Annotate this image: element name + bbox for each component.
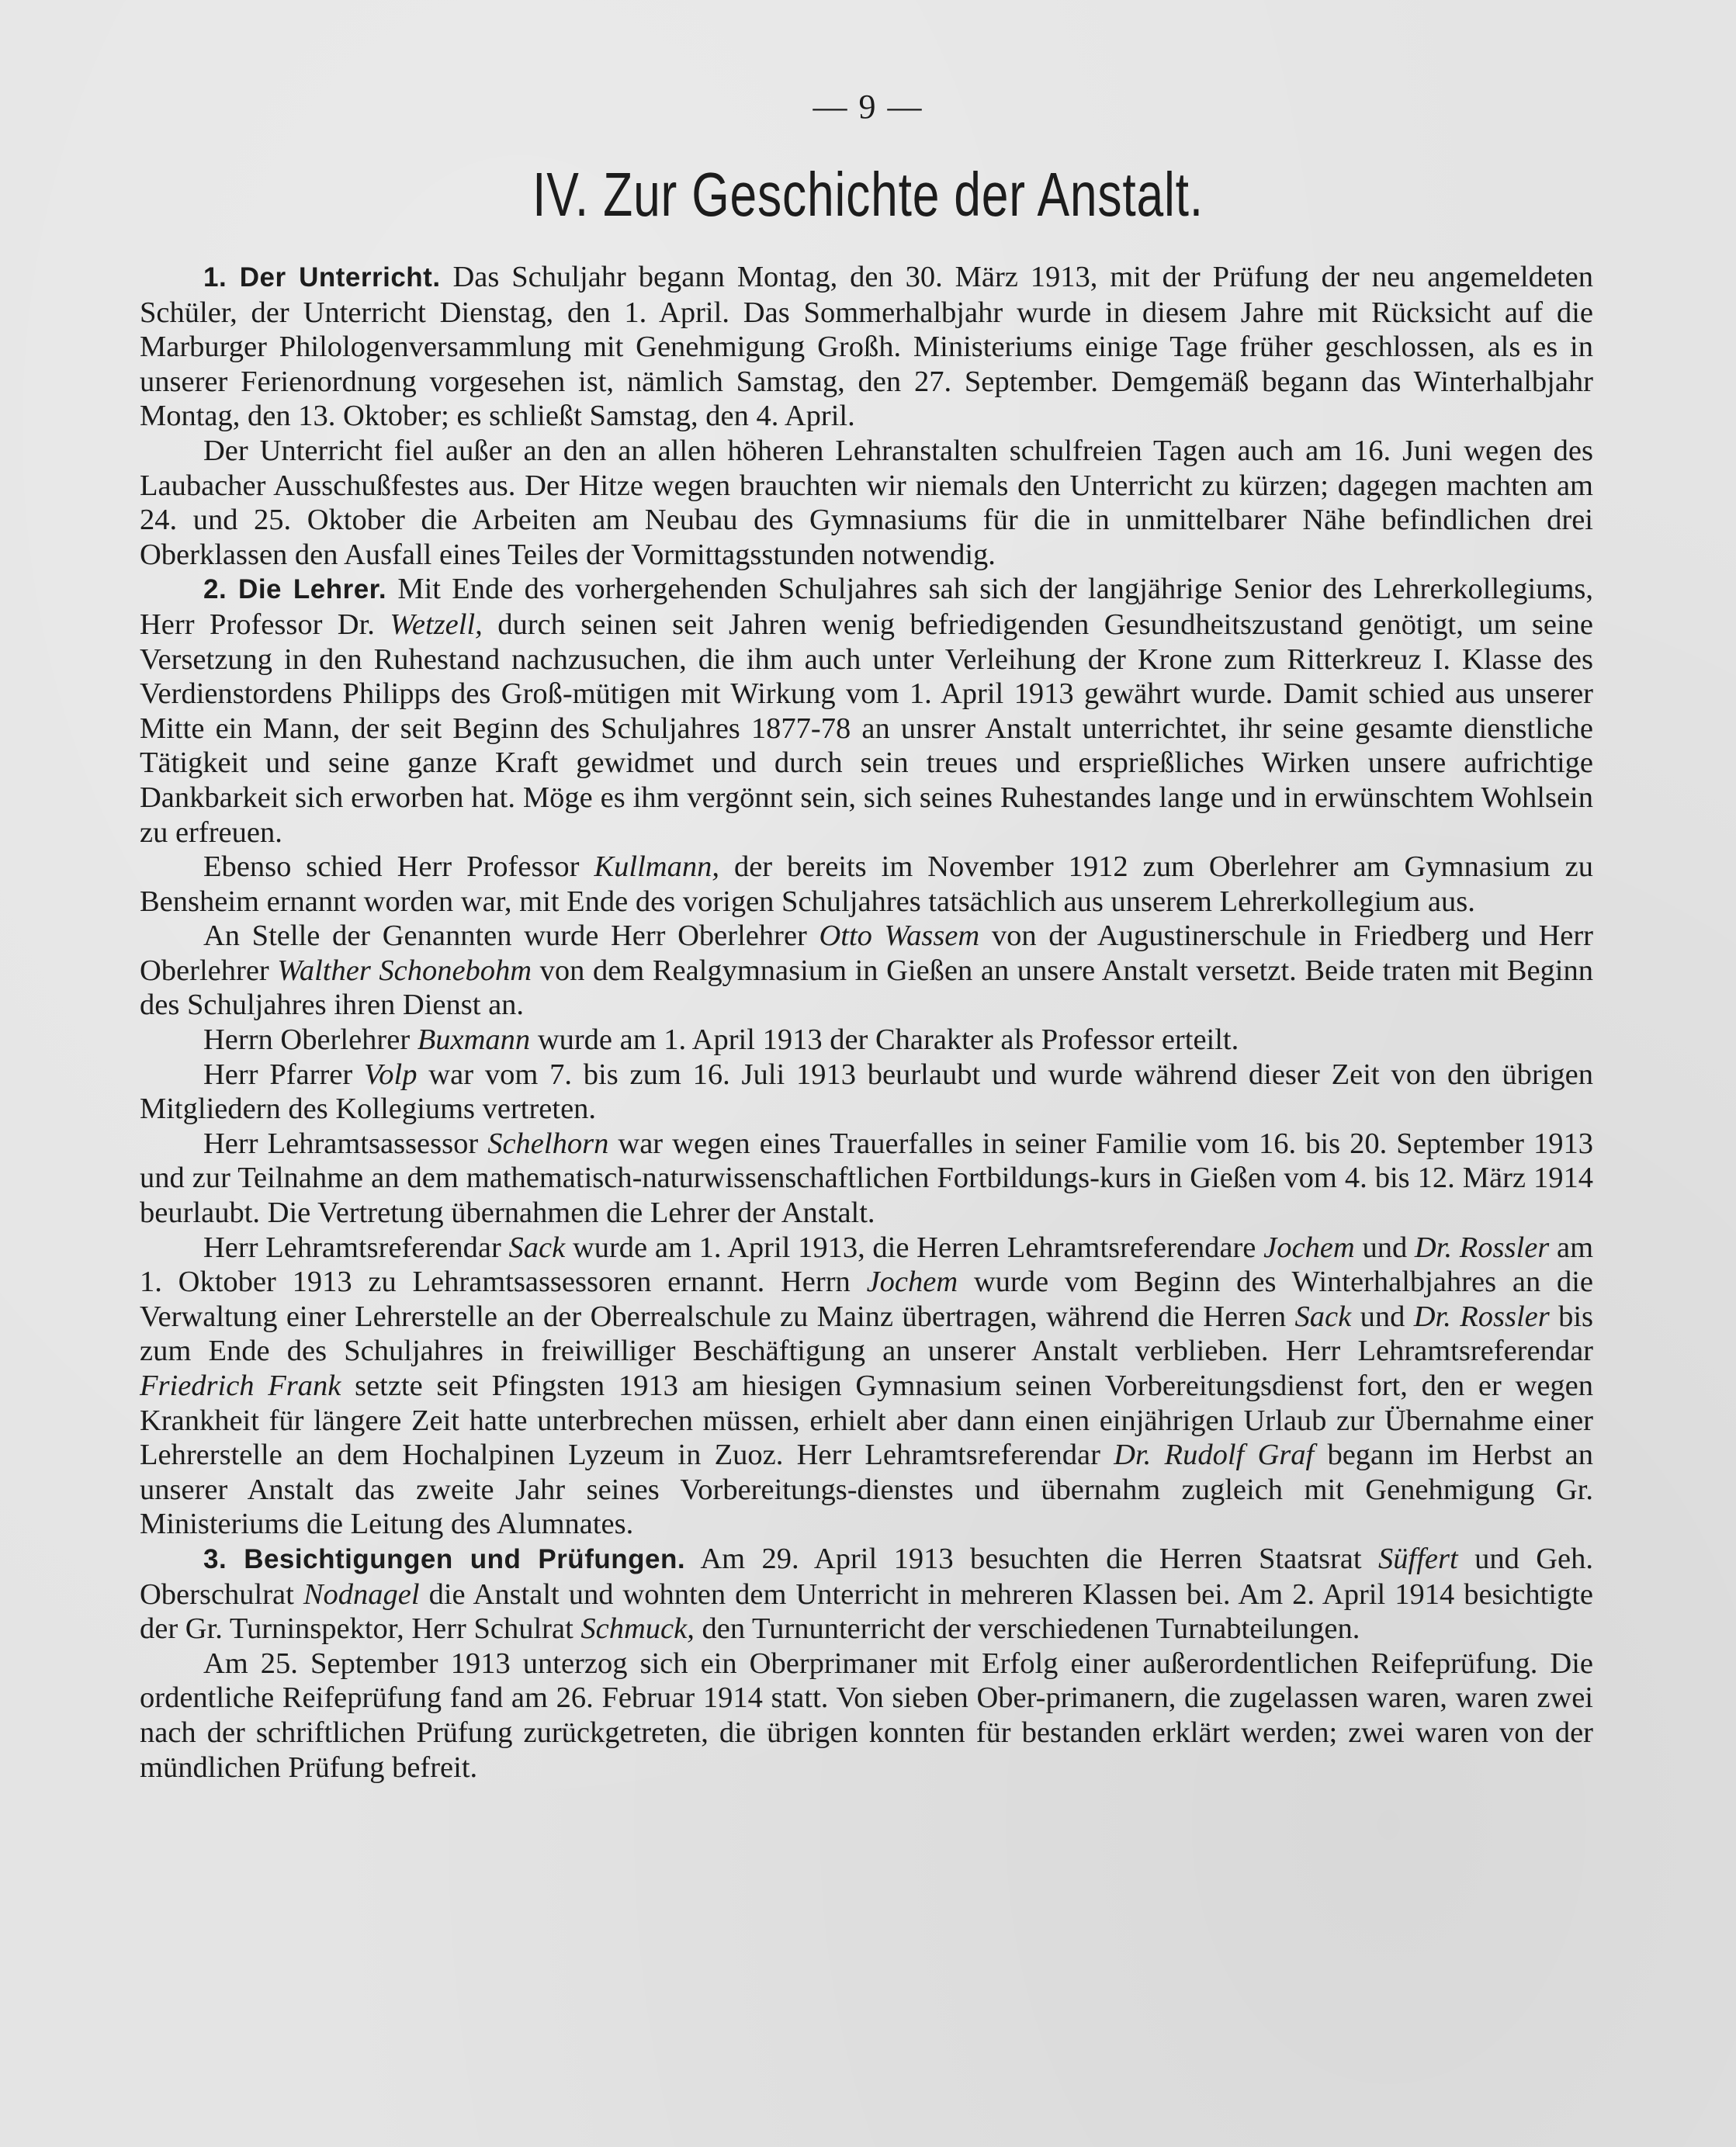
paragraph-text: war wegen eines Trauerfalles in seiner Familie vom 16. bis 20. September 1913 und zur Teilnahme an dem mathematisch-naturwissenschaftlichen Fortbildungs-kurs in Gießen vom 4. bis 12. März 1914 beurlaubt. Die Vertretung übernahmen die Lehrer der Anstalt. <box>140 1127 1593 1230</box>
person-name: Jochem <box>866 1266 958 1299</box>
paragraph-text: den Turnunterricht der verschiedenen Turnabteilungen. <box>702 1612 1360 1646</box>
chapter-title: IV. Zur Geschichte der Anstalt. <box>532 160 1204 229</box>
paragraph-text: Mit Ende des vorhergehenden Schuljahres sah sich der langjährige Senior des Lehrerkollegiums, Herr Professor Dr. <box>140 573 1593 641</box>
paragraph-unterricht-2: Der Unterricht fiel außer an den an allen höheren Lehranstalten schulfreien Tagen auch am 16. Juni wegen des Laubacher Ausschußfestes aus. Der Hitze wegen brauchten wir niemals den Unterricht zu kürzen; dagegen machten am 24. und 25. Oktober die Arbeiten am Neubau des Gymnasiums für die in unmittelbarer Nähe befindlichen drei Oberklassen den Ausfall eines Teiles der Vormittagsstunden notwendig. <box>140 434 1593 571</box>
person-name: Schmuck, <box>580 1612 695 1646</box>
paragraph-text: wurde am 1. April 1913 der Charakter als Professor erteilt. <box>537 1023 1239 1057</box>
person-name: Friedrich Frank <box>140 1370 341 1402</box>
paragraph-lehrer-7 <box>140 1231 1593 1542</box>
person-name: Kullmann, <box>594 850 719 884</box>
paragraph-text: bis zum Ende des Schuljahres in freiwilliger Beschäftigung an unserer Anstalt verblieben. Herr Lehramtsreferendar <box>140 1300 1594 1368</box>
person-name: Sack <box>508 1231 566 1264</box>
paragraph-text: begann im Herbst an unserer Anstalt das zweite Jahr seines Vorbereitungs-dienstes und übernahm zugleich mit Genehmigung Gr. Ministeriums die Leitung des Alumnates. <box>140 1439 1593 1541</box>
person-name: Otto Wassem <box>819 919 980 953</box>
paragraph-lehrer-3 <box>140 919 1593 1023</box>
person-name: Sack <box>1294 1300 1352 1333</box>
paragraph-text: und Geh. Oberschulrat <box>140 1542 1593 1611</box>
paragraph-text: Herr Lehramtsreferendar <box>203 1231 501 1264</box>
person-name: Wetzell, <box>390 608 483 641</box>
person-name: Walther Schonebohm <box>277 954 532 987</box>
paragraph-text: An Stelle der Genannten wurde Herr Oberlehrer <box>203 919 807 953</box>
paragraph-text: Ebenso schied Herr Professor <box>203 850 580 884</box>
paragraph-lehrer-6 <box>140 1127 1593 1231</box>
section-heading-unterricht: 1. Der Unterricht. <box>203 262 441 293</box>
paragraph-text: Am 29. April 1913 besuchten die Herren Staatsrat <box>700 1542 1362 1575</box>
person-name: Dr. Rossler <box>1413 1300 1550 1333</box>
paragraph-text: wurde am 1. April 1913, die Herren Lehramtsreferendare <box>572 1231 1256 1264</box>
paragraph-text: Herr Lehramtsassessor <box>203 1127 479 1160</box>
paragraph-text: war vom 7. bis zum 16. Juli 1913 beurlaubt und wurde während dieser Zeit von den übrigen Mitgliedern des Kollegiums vertreten. <box>140 1058 1594 1126</box>
section-heading-lehrer: 2. Die Lehrer. <box>203 574 387 605</box>
paragraph-text: Herrn Oberlehrer <box>203 1023 411 1057</box>
paragraph-lehrer-2 <box>140 850 1593 919</box>
paragraph-pruefungen-2: Am 25. September 1913 unterzog sich ein Oberprimaner mit Erfolg einer außerordentlichen Reifeprüfung. Die ordentliche Reifeprüfung fand am 26. Februar 1914 statt. Von sieben Ober-primanern, die zugelassen waren, waren zwei nach der schriftlichen Prüfung zurückgetreten, die übrigen konnten für bestanden erklärt werden; zwei waren von der mündlichen Prüfung befreit. <box>140 1647 1593 1784</box>
paragraph-pruefungen-1 <box>140 1542 1593 1647</box>
paragraph-text: die Anstalt und wohnten dem Unterricht in mehreren Klassen bei. Am 2. April 1914 besichtigte der Gr. Turninspektor, Herr Schulrat <box>140 1577 1593 1646</box>
paragraph-lehrer-5 <box>140 1058 1593 1127</box>
paragraph-text: setzte seit Pfingsten 1913 am hiesigen Gymnasium seinen Vorbereitungsdienst fort, den er wegen Krankheit für längere Zeit hatte unterbrechen müssen, erhielt aber dann einen einjährigen Urlaub zur Übernahme einer Lehrerstelle an dem Hochalpinen Lyzeum in Zuoz. Herr Lehramtsreferendar <box>140 1370 1594 1472</box>
paragraph-lehrer-1 <box>140 572 1593 850</box>
person-name: Dr. Rossler <box>1414 1231 1550 1264</box>
body-text <box>140 260 1593 1785</box>
person-name: Nodnagel <box>303 1577 420 1611</box>
person-name: Süffert <box>1378 1542 1458 1575</box>
paragraph-text: wurde vom Beginn des Winterhalbjahres an die Verwaltung einer Lehrerstelle an der Oberrealschule zu Mainz übertragen, während die Herren <box>140 1266 1593 1333</box>
paragraph-text: Herr Pfarrer <box>203 1058 353 1091</box>
paragraph-text: und <box>1362 1231 1408 1264</box>
person-name: Jochem <box>1263 1231 1355 1264</box>
paragraph-text: von der Augustinerschule in Friedberg und Herr Oberlehrer <box>140 919 1593 987</box>
section-heading-pruefungen: 3. Besichtigungen und Prüfungen. <box>203 1543 686 1574</box>
person-name: Schelhorn <box>487 1127 609 1160</box>
person-name: Buxmann <box>417 1023 531 1057</box>
person-name: Volp <box>364 1058 418 1091</box>
paragraph-text: Das Schuljahr begann Montag, den 30. März 1913, mit der Prüfung der neu angemeldeten Schüler, der Unterricht Dienstag, den 1. April. Das Sommerhalbjahr wurde in diesem Jahre mit Rücksicht auf die Marburger Philologenversammlung mit Genehmigung Großh. Ministeriums einige Tage früher geschlossen, als es in unserer Ferienordnung vorgesehen ist, nämlich Samstag, den 27. September. Demgemäß begann das Winterhalbjahr Montag, den 13. Oktober; es schließt Samstag, den 4. April. <box>140 261 1593 433</box>
paragraph-lehrer-4 <box>140 1023 1593 1058</box>
page-number: — 9 — <box>813 88 923 126</box>
paragraph-text: und <box>1360 1300 1405 1333</box>
paragraph-text: der bereits im November 1912 zum Oberlehrer am Gymnasium zu Bensheim ernannt worden war, mit Ende des vorigen Schuljahres tatsächlich aus unserem Lehrerkollegium aus. <box>140 850 1594 918</box>
person-name: Dr. Rudolf Graf <box>1114 1439 1315 1472</box>
paragraph-text: am 1. Oktober 1913 zu Lehramtsassessoren ernannt. Herrn <box>140 1231 1594 1299</box>
paragraph-text: durch seinen seit Jahren wenig befriedigenden Gesundheitszustand genötigt, um seine Versetzung in den Ruhestand nachzusuchen, die ihm auch unter Verleihung der Krone zum Ritterkreuz I. Klasse des Verdienstordens Philipps des Groß-mütigen mit Wirkung vom 1. April 1913 gewährt wurde. Damit schied aus unserer Mitte ein Mann, der seit Beginn des Schuljahres 1877-78 an unsrer Anstalt unterrichtet, ihr seine gesamte dienstliche Tätigkeit und seine ganze Kraft gewidmet und durch sein treues und ersprießliches Wirken unsere aufrichtige Dankbarkeit sich erworben hat. Möge es ihm vergönnt sein, sich seines Ruhestandes lange und in erwünschtem Wohlsein zu erfreuen. <box>140 608 1594 849</box>
paragraph-text: von dem Realgymnasium in Gießen an unsere Anstalt versetzt. Beide traten mit Beginn des Schuljahres ihren Dienst an. <box>140 954 1594 1022</box>
paragraph-unterricht-1 <box>140 260 1593 434</box>
